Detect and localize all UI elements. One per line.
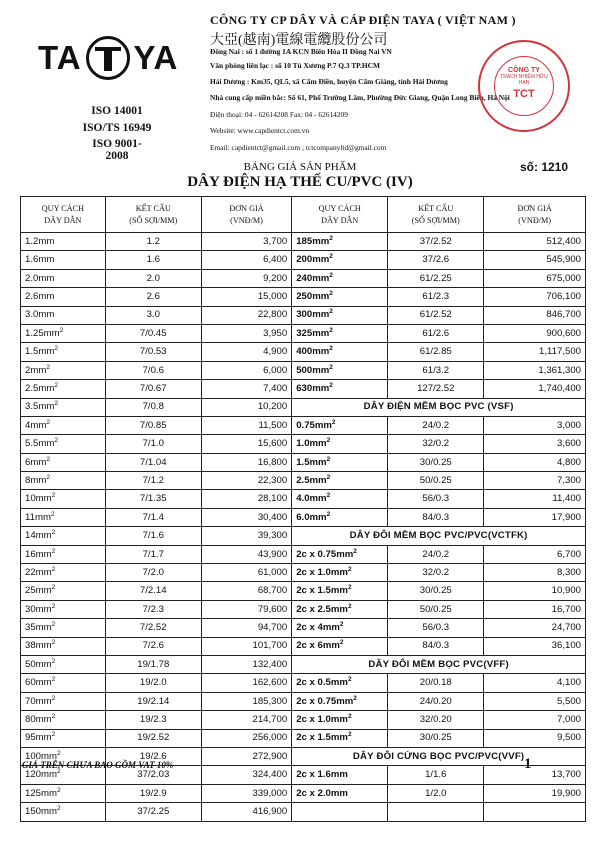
table-row — [21, 490, 586, 508]
wire-structure: 61/2.25 — [388, 269, 484, 287]
price-table — [20, 196, 586, 822]
wire-spec: $250mm^2$ — [292, 288, 388, 306]
empty-cell — [388, 803, 484, 821]
wire-structure: 1/2.0 — [388, 784, 484, 802]
wire-structure: 7/1.04 — [105, 453, 201, 471]
table-row — [21, 729, 586, 747]
unit-price: 900,600 — [484, 324, 586, 342]
wire-structure: 61/2.52 — [388, 306, 484, 324]
wire-structure: 7/2.6 — [105, 637, 201, 655]
wire-spec: $70mm^2$ — [21, 692, 106, 710]
section-heading: DÂY ĐÔI MỀM BỌC PVC/PVC(VCTFK) — [292, 527, 586, 545]
wire-structure: 56/0.3 — [388, 619, 484, 637]
unit-price: 36,100 — [484, 637, 586, 655]
wire-spec: 2c x $0.75mm^2$ — [292, 545, 388, 563]
wire-spec: $325mm^2$ — [292, 324, 388, 342]
wire-structure: 24/0.2 — [388, 545, 484, 563]
table-row — [21, 343, 586, 361]
wire-structure: 7/0.85 — [105, 416, 201, 434]
table-row — [21, 416, 586, 434]
wire-spec: $6.0mm^2$ — [292, 508, 388, 526]
table-row — [21, 324, 586, 342]
unit-price: 512,400 — [484, 233, 586, 251]
wire-spec: 2c x 2.0mm — [292, 784, 388, 802]
unit-price: 706,100 — [484, 288, 586, 306]
wire-spec: $1.25mm^2$ — [21, 324, 106, 342]
info-line: Điện thoại: 04 - 62614208 Fax: 04 - 62614209 — [210, 110, 348, 119]
wire-structure: 30/0.25 — [388, 453, 484, 471]
wire-structure: 7/0.67 — [105, 380, 201, 398]
wire-structure: 3.0 — [105, 306, 201, 324]
wire-structure: 7/2.3 — [105, 600, 201, 618]
header-price-left: ĐƠN GIÁ (VNĐ/M) — [201, 197, 291, 233]
wire-structure: 19/2.9 — [105, 784, 201, 802]
unit-price: 16,800 — [201, 453, 291, 471]
wire-spec: 2c x 1.6mm — [292, 766, 388, 784]
wire-spec: $200mm^2$ — [292, 251, 388, 269]
unit-price: 22,300 — [201, 472, 291, 490]
empty-cell — [292, 803, 388, 821]
unit-price: 9,200 — [201, 269, 291, 287]
wire-spec: $8mm^2$ — [21, 472, 106, 490]
wire-spec: $16mm^2$ — [21, 545, 106, 563]
wire-spec: $400mm^2$ — [292, 343, 388, 361]
wire-structure: 7/1.6 — [105, 527, 201, 545]
wire-structure: 1.6 — [105, 251, 201, 269]
company-seal-stamp — [478, 40, 570, 132]
wire-structure: 1/1.6 — [388, 766, 484, 784]
wire-structure: 7/1.2 — [105, 472, 201, 490]
wire-structure: 19/2.6 — [105, 747, 201, 765]
section-heading: DÂY ĐÔI MỀM BỌC PVC(VFF) — [292, 655, 586, 673]
header-structure-left: KẾT CẤU (SỐ SỢI/MM) — [105, 197, 201, 233]
wire-spec: $95mm^2$ — [21, 729, 106, 747]
wire-structure: 24/0.2 — [388, 416, 484, 434]
wire-spec: 2c x $4mm^2$ — [292, 619, 388, 637]
wire-spec: $30mm^2$ — [21, 600, 106, 618]
wire-spec: $500mm^2$ — [292, 361, 388, 379]
unit-price: 43,900 — [201, 545, 291, 563]
wire-structure: 7/1.4 — [105, 508, 201, 526]
wire-structure: 19/2.52 — [105, 729, 201, 747]
unit-price: 7,000 — [484, 711, 586, 729]
unit-price: 162,600 — [201, 674, 291, 692]
iso-14001: ISO 14001 — [91, 105, 143, 117]
wire-structure: 37/2.52 — [388, 233, 484, 251]
wire-spec: $80mm^2$ — [21, 711, 106, 729]
unit-price: 15,600 — [201, 435, 291, 453]
wire-structure: 56/0.3 — [388, 490, 484, 508]
unit-price: 1,117,500 — [484, 343, 586, 361]
wire-spec: 3.0mm — [21, 306, 106, 324]
wire-structure: 7/0.6 — [105, 361, 201, 379]
unit-price: 5,500 — [484, 692, 586, 710]
unit-price: 214,700 — [201, 711, 291, 729]
unit-price: 545,900 — [484, 251, 586, 269]
wire-spec: $2mm^2$ — [21, 361, 106, 379]
wire-structure: 61/3.2 — [388, 361, 484, 379]
wire-spec: $100mm^2$ — [21, 747, 106, 765]
wire-spec: $4mm^2$ — [21, 416, 106, 434]
wire-spec: 2c x $1.0mm^2$ — [292, 564, 388, 582]
unit-price: 1,740,400 — [484, 380, 586, 398]
wire-structure: 7/0.53 — [105, 343, 201, 361]
table-row — [21, 472, 586, 490]
wire-structure: 37/2.6 — [388, 251, 484, 269]
price-table-header-row — [21, 197, 586, 233]
wire-spec: $38mm^2$ — [21, 637, 106, 655]
table-row — [21, 361, 586, 379]
stamp-line-3: TCT — [513, 88, 535, 100]
table-row — [21, 251, 586, 269]
wire-structure: 1.2 — [105, 233, 201, 251]
unit-price: 9,500 — [484, 729, 586, 747]
wire-spec: $60mm^2$ — [21, 674, 106, 692]
wire-structure: 20/0.18 — [388, 674, 484, 692]
unit-price: 3,700 — [201, 233, 291, 251]
unit-price: 132,400 — [201, 655, 291, 673]
wire-spec: $150mm^2$ — [21, 803, 106, 821]
unit-price: 324,400 — [201, 766, 291, 784]
table-row — [21, 784, 586, 802]
info-line: Email: capdientct@gmail.com ; tctcompanyltd@gmail.com — [210, 143, 387, 152]
wire-structure: 24/0.20 — [388, 692, 484, 710]
info-line: Hải Dương : Km35, QL5, xã Cẩm Điền, huyện Cẩm Giàng, tỉnh Hải Dương — [210, 77, 448, 86]
wire-structure: 32/0.2 — [388, 435, 484, 453]
iso-9001: ISO 9001-2008 — [92, 138, 142, 162]
wire-structure: 7/2.0 — [105, 564, 201, 582]
wire-spec: $50mm^2$ — [21, 655, 106, 673]
company-chinese-name: 大亞(越南)電線電纜股份公司 — [210, 33, 388, 48]
unit-price: 11,500 — [201, 416, 291, 434]
table-row — [21, 233, 586, 251]
table-row — [21, 619, 586, 637]
wire-spec: 2c x $6mm^2$ — [292, 637, 388, 655]
price-table-body — [21, 233, 586, 822]
unit-price: 3,000 — [484, 416, 586, 434]
unit-price: 30,400 — [201, 508, 291, 526]
wire-structure: 61/2.6 — [388, 324, 484, 342]
wire-spec: $1.5mm^2$ — [292, 453, 388, 471]
wire-spec: $120mm^2$ — [21, 766, 106, 784]
wire-structure: 19/1.78 — [105, 655, 201, 673]
unit-price: 4,900 — [201, 343, 291, 361]
wire-spec: 2c x $0.5mm^2$ — [292, 674, 388, 692]
wire-structure: 127/2.52 — [388, 380, 484, 398]
wire-spec: $185mm^2$ — [292, 233, 388, 251]
table-row — [21, 711, 586, 729]
unit-price: 10,900 — [484, 582, 586, 600]
table-row — [21, 435, 586, 453]
wire-spec: $1.0mm^2$ — [292, 435, 388, 453]
table-row — [21, 380, 586, 398]
wire-structure: 7/2.14 — [105, 582, 201, 600]
stamp-line-2: TRÁCH NHIỆM HỮU HẠN — [500, 74, 548, 86]
wire-structure: 19/2.0 — [105, 674, 201, 692]
unit-price: 101,700 — [201, 637, 291, 655]
table-row — [21, 508, 586, 526]
wire-spec: 2c x $1.5mm^2$ — [292, 729, 388, 747]
info-line: Nhà cung cấp miền bắc: Số 61, Phố Trường Lâm, Phường Đức Giang, Quận Long Biên, Hà Nội — [210, 93, 510, 102]
vat-note: GIÁ TRÊN CHƯA BAO GỒM VAT 10% — [22, 760, 174, 770]
unit-price: 6,700 — [484, 545, 586, 563]
unit-price: 16,700 — [484, 600, 586, 618]
document-number: số: 1210 — [520, 160, 569, 174]
table-row — [21, 564, 586, 582]
unit-price: 1,361,300 — [484, 361, 586, 379]
header-spec-right: QUY CÁCH DÂY DẪN — [292, 197, 388, 233]
info-line: Đồng Nai : số 1 đường 1A KCN Biên Hòa II Đồng Nai VN — [210, 47, 392, 56]
iso-ts-16949: ISO/TS 16949 — [82, 122, 152, 134]
unit-price: 4,800 — [484, 453, 586, 471]
table-row — [21, 527, 586, 545]
unit-price: 68,700 — [201, 582, 291, 600]
table-row — [21, 453, 586, 471]
wire-spec: $25mm^2$ — [21, 582, 106, 600]
document-title: DÂY ĐIỆN HẠ THẾ CU/PVC (IV) — [187, 174, 413, 190]
wire-structure: 37/2.03 — [105, 766, 201, 784]
wire-spec: $3.5mm^2$ — [21, 398, 106, 416]
unit-price: 4,100 — [484, 674, 586, 692]
wire-structure: 84/0.3 — [388, 508, 484, 526]
wire-spec: $1.5mm^2$ — [21, 343, 106, 361]
wire-structure: 19/2.14 — [105, 692, 201, 710]
wire-structure: 7/0.45 — [105, 324, 201, 342]
table-row — [21, 637, 586, 655]
unit-price: 846,700 — [484, 306, 586, 324]
unit-price: 94,700 — [201, 619, 291, 637]
empty-cell — [484, 803, 586, 821]
wire-spec: 1.6mm — [21, 251, 106, 269]
wire-spec: $5.5mm^2$ — [21, 435, 106, 453]
wire-spec: $14mm^2$ — [21, 527, 106, 545]
wire-spec: 2c x $2.5mm^2$ — [292, 600, 388, 618]
table-row — [21, 600, 586, 618]
wire-spec: $10mm^2$ — [21, 490, 106, 508]
wire-spec: $6mm^2$ — [21, 453, 106, 471]
company-logo — [38, 36, 178, 80]
wire-spec: 2.6mm — [21, 288, 106, 306]
table-row — [21, 306, 586, 324]
wire-spec: 1.2mm — [21, 233, 106, 251]
unit-price: 19,900 — [484, 784, 586, 802]
wire-spec: $300mm^2$ — [292, 306, 388, 324]
wire-spec: $125mm^2$ — [21, 784, 106, 802]
wire-structure: 19/2.3 — [105, 711, 201, 729]
unit-price: 3,950 — [201, 324, 291, 342]
wire-structure: 37/2.25 — [105, 803, 201, 821]
table-row — [21, 545, 586, 563]
wire-structure: 7/1.7 — [105, 545, 201, 563]
wire-spec: $2.5mm^2$ — [292, 472, 388, 490]
unit-price: 272,900 — [201, 747, 291, 765]
wire-structure: 2.0 — [105, 269, 201, 287]
unit-price: 39,300 — [201, 527, 291, 545]
wire-structure: 61/2.85 — [388, 343, 484, 361]
unit-price: 61,000 — [201, 564, 291, 582]
unit-price: 416,900 — [201, 803, 291, 821]
info-line: Văn phòng liên lạc : số 10 Tú Xương P.7 Q.3 TP.HCM — [210, 61, 380, 70]
wire-structure: 50/0.25 — [388, 472, 484, 490]
table-row — [21, 692, 586, 710]
unit-price: 13,700 — [484, 766, 586, 784]
logo-text-left: TA — [38, 39, 82, 76]
wire-spec: $35mm^2$ — [21, 619, 106, 637]
wire-structure: 61/2.3 — [388, 288, 484, 306]
page-number: 1 — [524, 756, 532, 772]
table-row — [21, 269, 586, 287]
unit-price: 10,200 — [201, 398, 291, 416]
table-row — [21, 674, 586, 692]
wire-structure: 84/0.3 — [388, 637, 484, 655]
table-row — [21, 803, 586, 821]
unit-price: 22,800 — [201, 306, 291, 324]
wire-structure: 32/0.20 — [388, 711, 484, 729]
header-structure-right: KẾT CẤU (SỐ SỢI/MM) — [388, 197, 484, 233]
wire-spec: $0.75mm^2$ — [292, 416, 388, 434]
header-spec-left: QUY CÁCH DÂY DẪN — [21, 197, 106, 233]
info-line: Website: www.capdientct.com.vn — [210, 126, 310, 135]
wire-spec: 2c x $1.5mm^2$ — [292, 582, 388, 600]
unit-price: 11,400 — [484, 490, 586, 508]
unit-price: 185,300 — [201, 692, 291, 710]
wire-spec: $22mm^2$ — [21, 564, 106, 582]
unit-price: 6,000 — [201, 361, 291, 379]
wire-spec: $240mm^2$ — [292, 269, 388, 287]
taya-emblem-icon — [86, 36, 130, 80]
wire-structure: 7/1.0 — [105, 435, 201, 453]
wire-spec: $2.5mm^2$ — [21, 380, 106, 398]
unit-price: 7,300 — [484, 472, 586, 490]
wire-spec: 2c x $0.75mm^2$ — [292, 692, 388, 710]
document-subtitle: BẢNG GIÁ SẢN PHẨM — [243, 161, 357, 173]
wire-spec: 2c x $1.0mm^2$ — [292, 711, 388, 729]
wire-spec: $4.0mm^2$ — [292, 490, 388, 508]
wire-structure: 2.6 — [105, 288, 201, 306]
wire-structure: 50/0.25 — [388, 600, 484, 618]
unit-price: 8,300 — [484, 564, 586, 582]
wire-structure: 32/0.2 — [388, 564, 484, 582]
unit-price: 339,000 — [201, 784, 291, 802]
table-row — [21, 288, 586, 306]
unit-price: 24,700 — [484, 619, 586, 637]
wire-spec: 2.0mm — [21, 269, 106, 287]
wire-structure: 7/2.52 — [105, 619, 201, 637]
unit-price: 17,900 — [484, 508, 586, 526]
table-row — [21, 582, 586, 600]
table-row — [21, 655, 586, 673]
wire-structure: 30/0.25 — [388, 582, 484, 600]
stamp-line-1: CÔNG TY — [508, 67, 540, 74]
section-heading: DÂY ĐÔI CỨNG BỌC PVC/PVC(VVF) — [292, 747, 586, 765]
wire-structure: 7/1.35 — [105, 490, 201, 508]
table-row — [21, 398, 586, 416]
wire-structure: 30/0.25 — [388, 729, 484, 747]
unit-price: 79,600 — [201, 600, 291, 618]
unit-price: 7,400 — [201, 380, 291, 398]
wire-structure: 7/0.8 — [105, 398, 201, 416]
unit-price: 15,000 — [201, 288, 291, 306]
unit-price: 6,400 — [201, 251, 291, 269]
header-price-right: ĐƠN GIÁ (VNĐ/M) — [484, 197, 586, 233]
unit-price: 675,000 — [484, 269, 586, 287]
logo-text-right: YA — [133, 39, 179, 76]
wire-spec: $11mm^2$ — [21, 508, 106, 526]
unit-price: 3,600 — [484, 435, 586, 453]
unit-price: 256,000 — [201, 729, 291, 747]
section-heading: DÂY ĐIỆN MỀM BỌC PVC (VSF) — [292, 398, 586, 416]
unit-price: 28,100 — [201, 490, 291, 508]
wire-spec: $630mm^2$ — [292, 380, 388, 398]
company-name: CÔNG TY CP DÂY VÀ CÁP ĐIỆN TAYA ( VIỆT NAM ) — [210, 13, 516, 27]
